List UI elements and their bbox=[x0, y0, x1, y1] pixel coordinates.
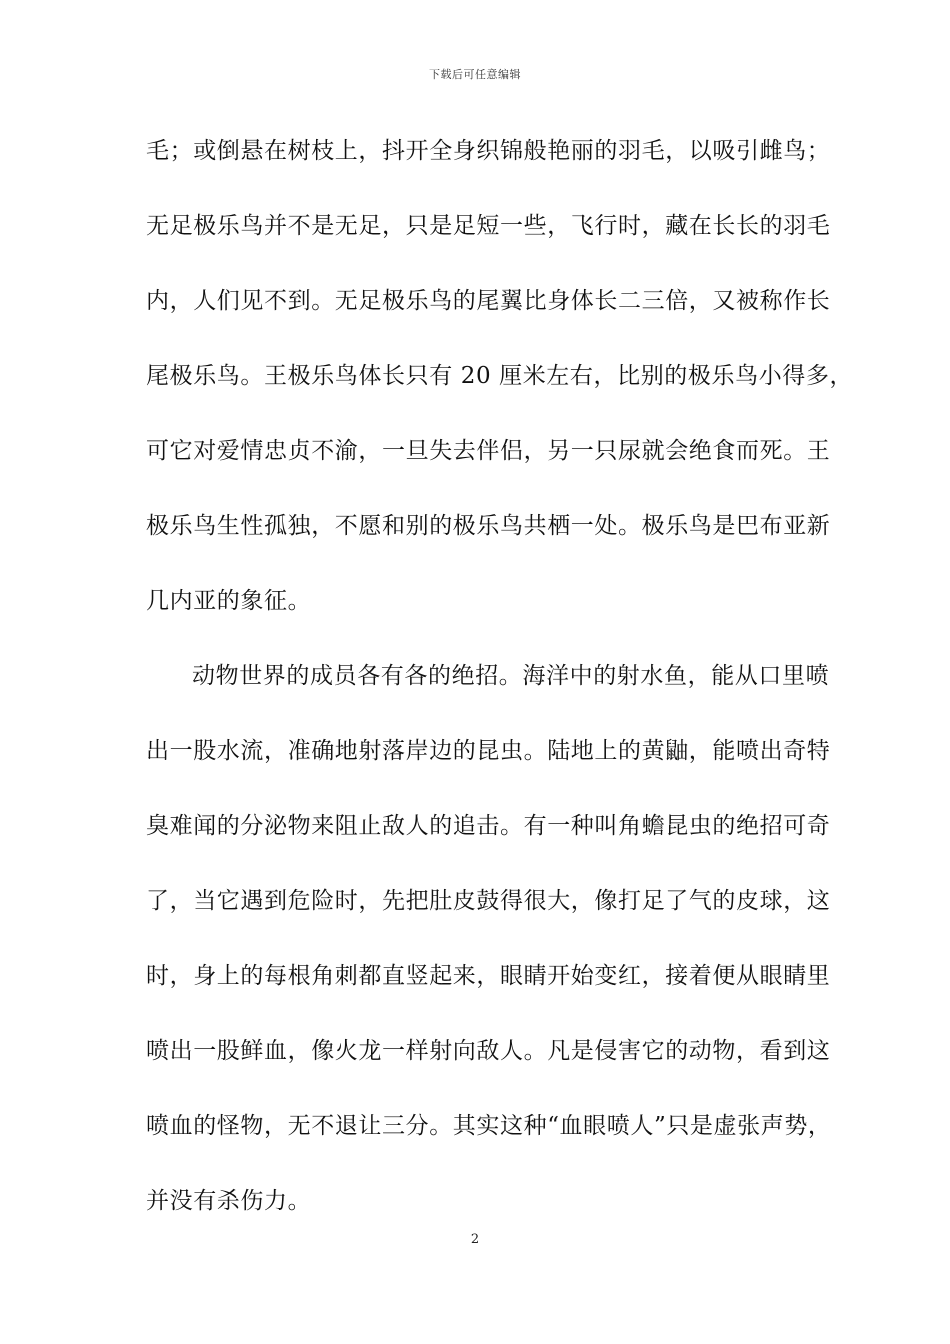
text-line: 无足极乐鸟并不是无足，只是足短一些，飞行时，藏在长长的羽毛 bbox=[146, 213, 831, 239]
paragraph-first-line: 动物世界的成员各有各的绝招。海洋中的射水鱼，能从口里喷 bbox=[192, 663, 830, 689]
text-line: 并没有杀伤力。 bbox=[146, 1188, 312, 1214]
text-line: 时，身上的每根角刺都直竖起来，眼睛开始变红，接着便从眼睛里 bbox=[146, 963, 831, 989]
page-number: 2 bbox=[470, 1232, 480, 1247]
text-line: 喷血的怪物，无不退让三分。其实这种“血眼喷人”只是虚张声势， bbox=[146, 1113, 832, 1139]
text-line: 了，当它遇到危险时，先把肚皮鼓得很大，像打足了气的皮球，这 bbox=[146, 888, 831, 914]
page-header: 下载后可任意编辑 bbox=[429, 68, 521, 81]
text-line: 尾极乐鸟。王极乐鸟体长只有 20 厘米左右，比别的极乐鸟小得多， bbox=[146, 363, 854, 389]
text-line: 内，人们见不到。无足极乐鸟的尾翼比身体长二三倍，又被称作长 bbox=[146, 288, 831, 314]
text-line: 毛；或倒悬在树枝上，抖开全身织锦般艳丽的羽毛，以吸引雌鸟； bbox=[146, 138, 831, 164]
text-line: 喷出一股鲜血，像火龙一样射向敌人。凡是侵害它的动物，看到这 bbox=[146, 1038, 831, 1064]
text-line: 极乐鸟生性孤独，不愿和别的极乐鸟共栖一处。极乐鸟是巴布亚新 bbox=[146, 513, 831, 539]
text-line: 几内亚的象征。 bbox=[146, 588, 312, 614]
text-line: 臭难闻的分泌物来阻止敌人的追击。有一种叫角蟾昆虫的绝招可奇 bbox=[146, 813, 831, 839]
text-line: 出一股水流，准确地射落岸边的昆虫。陆地上的黄鼬，能喷出奇特 bbox=[146, 738, 831, 764]
text-line: 可它对爱情忠贞不渝，一旦失去伴侣，另一只尿就会绝食而死。王 bbox=[146, 438, 831, 464]
